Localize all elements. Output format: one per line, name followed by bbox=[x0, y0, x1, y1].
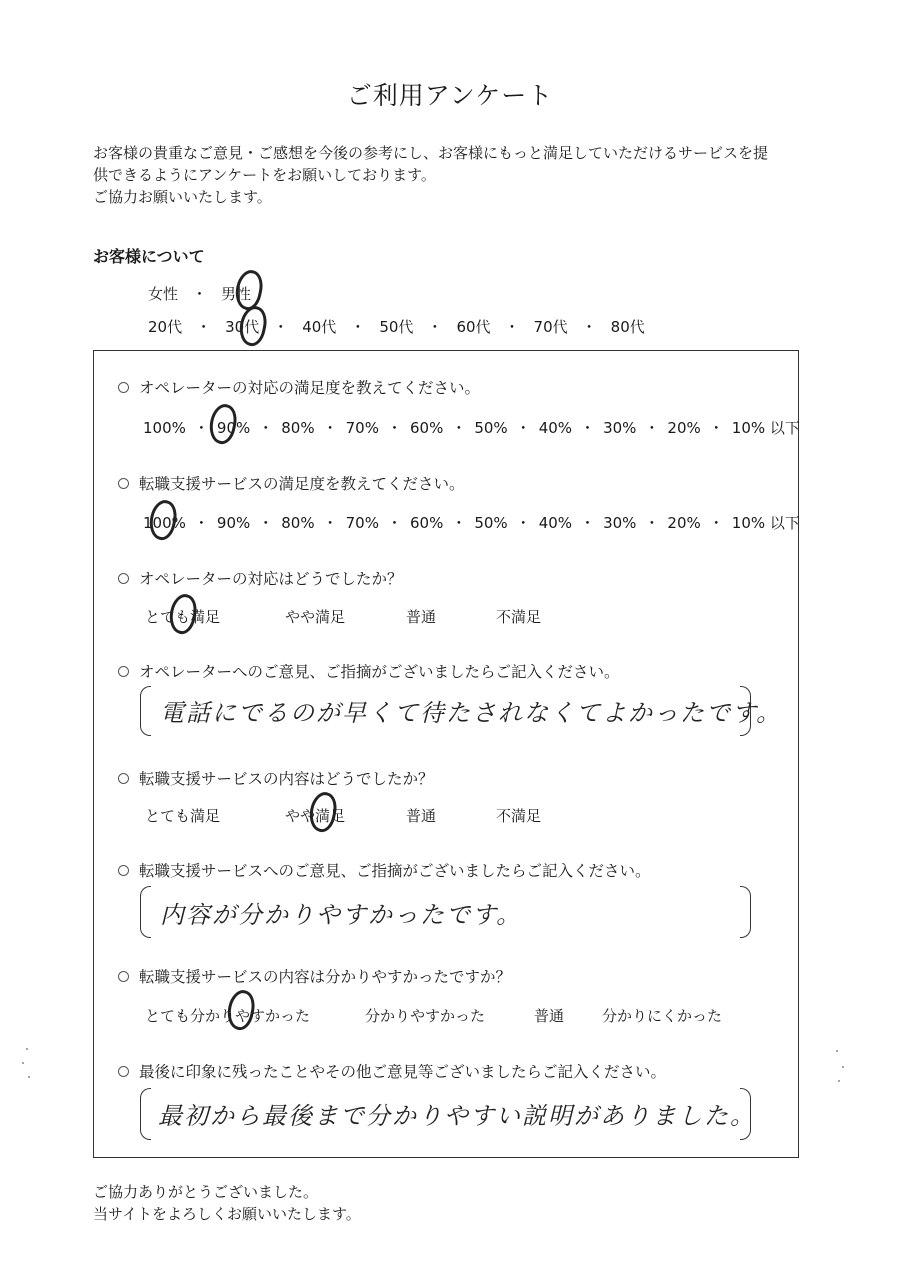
answer-q6[interactable]: 内容が分かりやすかったです。 bbox=[160, 901, 523, 929]
q7-option[interactable]: 普通 bbox=[534, 1007, 565, 1025]
q2-option[interactable]: 40% bbox=[538, 513, 573, 532]
q2-option[interactable]: 90% bbox=[216, 513, 251, 532]
q3-option[interactable]: 不満足 bbox=[496, 608, 542, 626]
q5-option[interactable]: やや満足 bbox=[285, 807, 346, 825]
intro-line-3: ご協力お願いいたします。 bbox=[93, 188, 272, 206]
q2-option[interactable]: 30% bbox=[603, 513, 637, 532]
intro-line-2: 供できるようにアンケートをお願いしております。 bbox=[93, 166, 436, 184]
question-3-text: オペレーターの対応はどうでしたか？ bbox=[139, 570, 403, 588]
question-1 bbox=[118, 376, 480, 398]
q5-option[interactable]: 普通 bbox=[406, 807, 437, 825]
scan-speck bbox=[836, 1050, 838, 1052]
q1-option[interactable]: 30% bbox=[603, 418, 637, 437]
q1-option[interactable]: 10% 以下 bbox=[731, 419, 800, 437]
question-bullet-icon bbox=[118, 773, 129, 784]
q2-option[interactable]: 50% bbox=[474, 513, 508, 532]
q3-option[interactable]: とても満足 bbox=[145, 608, 221, 626]
question-bullet-icon bbox=[118, 573, 129, 584]
customer-heading: お客様について bbox=[93, 247, 205, 266]
q2-option[interactable]: 100% bbox=[143, 513, 186, 532]
question-2-text: 転職支援サービスの満足度を教えてください。 bbox=[139, 475, 465, 493]
question-5 bbox=[118, 767, 434, 789]
answer-bracket-left bbox=[140, 886, 151, 938]
answer-bracket-right bbox=[740, 886, 751, 938]
q7-option[interactable]: とても分かりやすかった bbox=[145, 1007, 311, 1025]
age-option-80s[interactable]: 80代 bbox=[610, 318, 645, 336]
scan-speck bbox=[842, 1066, 844, 1068]
q1-option[interactable]: 20% bbox=[667, 418, 701, 437]
intro-line-1: お客様の貴重なご意見・ご感想を今後の参考にし、お客様にもっと満足していただけるサービスを提 bbox=[93, 144, 769, 162]
question-8-text: 最後に印象に残ったことやその他ご意見等ございましたらご記入ください。 bbox=[139, 1063, 667, 1081]
q1-option[interactable]: 100% bbox=[143, 418, 186, 437]
question-4-text: オペレーターへのご意見、ご指摘がございましたらご記入ください。 bbox=[139, 663, 620, 681]
question-4 bbox=[118, 660, 620, 682]
q7-option[interactable]: 分かりにくかった bbox=[602, 1007, 723, 1025]
age-row: 20代 ・ 30代 ・ 40代 ・ 50代 ・ 60代 ・ 70代 ・ 80代 bbox=[148, 318, 645, 336]
question-7 bbox=[118, 965, 511, 987]
question-bullet-icon bbox=[118, 971, 129, 982]
age-option-50s[interactable]: 50代 bbox=[379, 318, 414, 336]
scan-speck bbox=[26, 1048, 28, 1050]
scan-speck bbox=[28, 1076, 30, 1078]
question-1-text: オペレーターの対応の満足度を教えてください。 bbox=[139, 379, 481, 397]
q2-option[interactable]: 20% bbox=[667, 513, 701, 532]
q5-option[interactable]: 不満足 bbox=[496, 807, 542, 825]
q1-option[interactable]: 40% bbox=[538, 418, 573, 437]
q1-option[interactable]: 90% bbox=[216, 418, 251, 437]
footer-line-2: 当サイトをよろしくお願いいたします。 bbox=[93, 1205, 361, 1223]
q2-option[interactable]: 60% bbox=[409, 513, 444, 532]
gender-option-male[interactable]: 男性 bbox=[221, 285, 252, 303]
gender-option-female[interactable]: 女性 bbox=[148, 285, 179, 303]
scan-speck bbox=[22, 1062, 24, 1064]
answer-q4[interactable]: 電話にでるのが早くて待たされなくてよかったです。 bbox=[160, 699, 783, 727]
question-bullet-icon bbox=[118, 382, 129, 393]
q2-option[interactable]: 80% bbox=[281, 513, 315, 532]
q3-option[interactable]: やや満足 bbox=[285, 608, 346, 626]
question-3 bbox=[118, 567, 403, 589]
question-2-options: 100% ・ 90% ・ 80% ・ 70% ・ 60% ・ 50% ・ 40% ・ 30% ・ 20% ・ 10% 以下 bbox=[143, 513, 800, 532]
answer-bracket-left bbox=[140, 686, 151, 736]
question-7-text: 転職支援サービスの内容は分かりやすかったですか？ bbox=[139, 968, 512, 986]
q2-option[interactable]: 10% 以下 bbox=[731, 514, 800, 532]
question-6 bbox=[118, 859, 651, 881]
question-1-options: 100% ・ 90% ・ 80% ・ 70% ・ 60% ・ 50% ・ 40% ・ 30% ・ 20% ・ 10% 以下 bbox=[143, 418, 800, 437]
age-option-40s[interactable]: 40代 bbox=[302, 318, 337, 336]
gender-row: 女性 ・ 男性 bbox=[148, 285, 252, 303]
footer-line-1: ご協力ありがとうございました。 bbox=[93, 1183, 319, 1201]
q1-option[interactable]: 50% bbox=[474, 418, 508, 437]
question-bullet-icon bbox=[118, 865, 129, 876]
answer-bracket-left bbox=[140, 1088, 151, 1140]
age-option-60s[interactable]: 60代 bbox=[456, 318, 491, 336]
answer-q8[interactable]: 最初から最後まで分かりやすい説明がありました。 bbox=[158, 1102, 756, 1130]
question-bullet-icon bbox=[118, 666, 129, 677]
question-6-text: 転職支援サービスへのご意見、ご指摘がございましたらご記入ください。 bbox=[139, 862, 651, 880]
q2-option[interactable]: 70% bbox=[345, 513, 379, 532]
question-8 bbox=[118, 1060, 666, 1082]
circle-mark-age bbox=[236, 304, 270, 349]
q1-option[interactable]: 60% bbox=[409, 418, 444, 437]
q5-option[interactable]: とても満足 bbox=[145, 807, 221, 825]
q1-option[interactable]: 80% bbox=[281, 418, 315, 437]
scan-speck bbox=[838, 1080, 840, 1082]
age-option-20s[interactable]: 20代 bbox=[148, 318, 183, 336]
circle-mark-gender bbox=[232, 268, 266, 313]
q1-option[interactable]: 70% bbox=[345, 418, 379, 437]
page-title: ご利用アンケート bbox=[346, 81, 554, 110]
question-bullet-icon bbox=[118, 1066, 129, 1077]
age-option-70s[interactable]: 70代 bbox=[533, 318, 568, 336]
age-option-30s[interactable]: 30代 bbox=[225, 318, 260, 336]
question-5-text: 転職支援サービスの内容はどうでしたか？ bbox=[139, 770, 434, 788]
q3-option[interactable]: 普通 bbox=[406, 608, 437, 626]
q7-option[interactable]: 分かりやすかった bbox=[365, 1007, 486, 1025]
question-2 bbox=[118, 472, 465, 494]
question-bullet-icon bbox=[118, 478, 129, 489]
